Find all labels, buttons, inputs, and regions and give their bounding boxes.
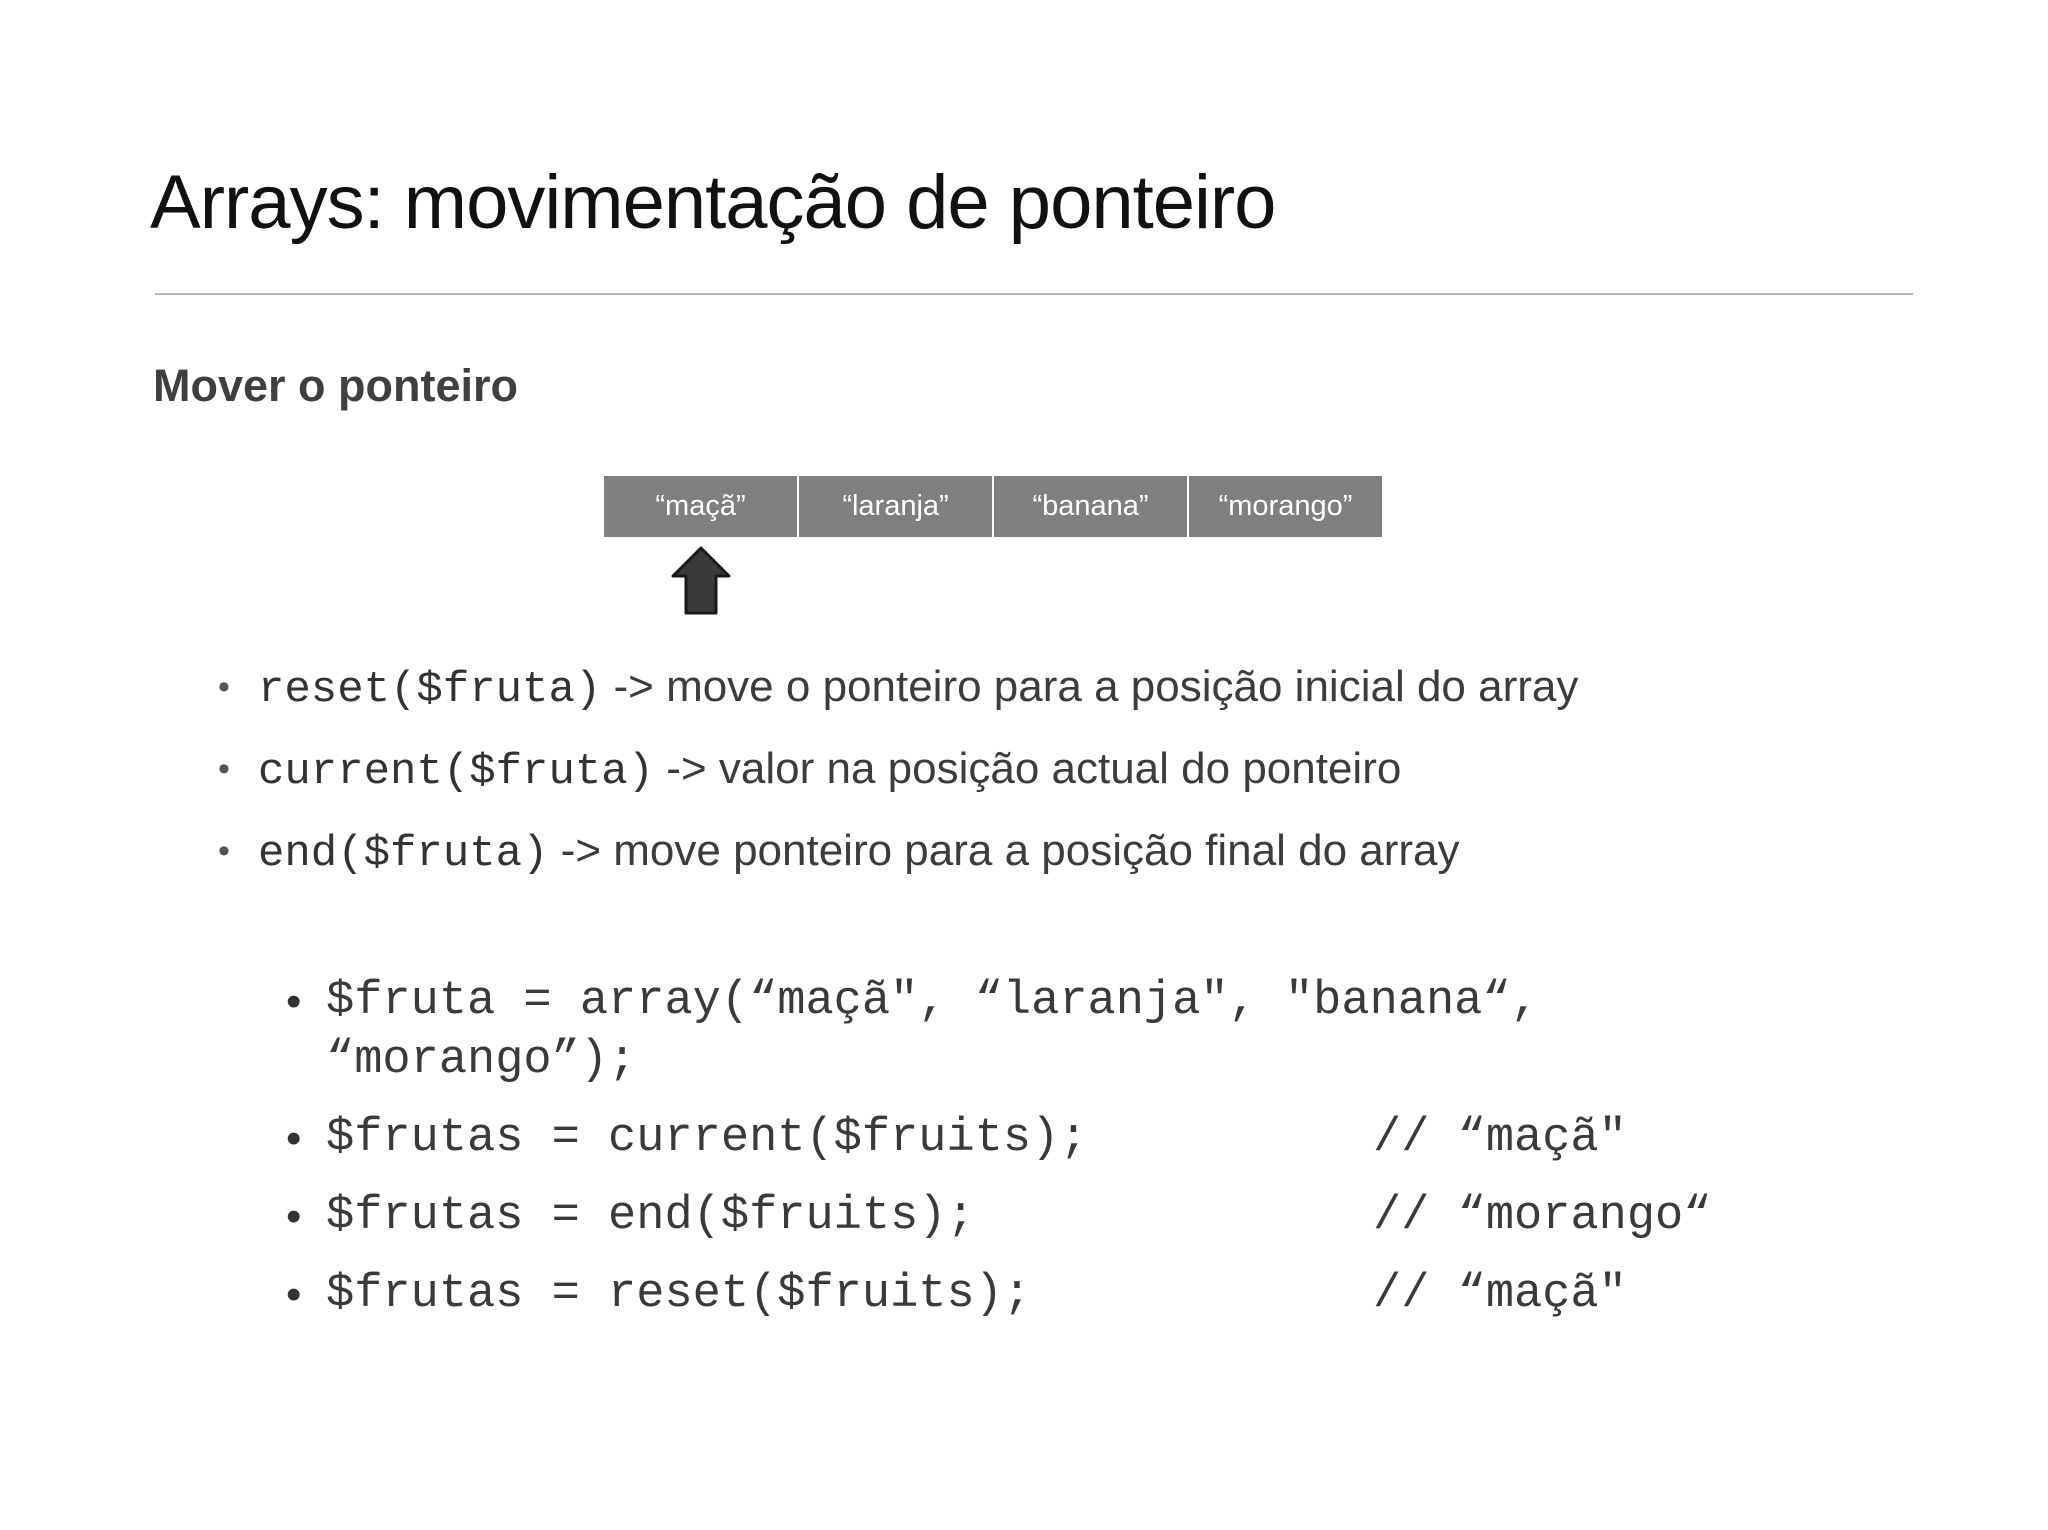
bullet-dot: •: [286, 1270, 302, 1319]
bullet-dot: •: [218, 750, 230, 788]
example-code: $frutas = reset($fruits);: [326, 1268, 1032, 1321]
array-diagram: [604, 476, 1382, 537]
bullet-dot: •: [286, 977, 302, 1026]
example-comment: // “maçã": [1373, 1112, 1627, 1165]
slide-title: Arrays: movimentação de ponteiro: [150, 160, 1276, 245]
function-code: current($fruta): [258, 747, 655, 797]
code-example-array: [286, 972, 1539, 1109]
array-cell-banana: “banana”: [994, 476, 1187, 537]
bullet-dot: •: [218, 832, 230, 870]
example-comment: // “maçã": [1373, 1268, 1627, 1321]
title-divider: [155, 293, 1913, 295]
array-cell-maca: “maçã”: [604, 476, 797, 537]
function-description: -> move o ponteiro para a posição inicial do array: [601, 662, 1579, 711]
function-description: -> move ponteiro para a posição final do array: [548, 826, 1460, 875]
bullet-dot: •: [286, 1192, 302, 1241]
example-code: $fruta = array(“maçã", “laranja", "banana“, “morango”);: [326, 975, 1539, 1087]
code-example-reset: [286, 1265, 1627, 1343]
pointer-arrow-icon: [670, 546, 732, 616]
example-comment: // “morango“: [1373, 1190, 1712, 1243]
example-code: $frutas = end($fruits);: [326, 1190, 975, 1243]
code-example-current: [286, 1109, 1627, 1187]
example-code: $frutas = current($fruits);: [326, 1112, 1088, 1165]
function-description: -> valor na posição actual do ponteiro: [654, 744, 1402, 793]
array-cell-morango: “morango”: [1189, 476, 1382, 537]
bullet-dot: •: [218, 668, 230, 706]
code-example-end: [286, 1187, 1712, 1265]
array-cell-laranja: “laranja”: [799, 476, 992, 537]
code-example-list: [286, 972, 1712, 1343]
function-code: reset($fruta): [258, 665, 602, 715]
section-subtitle: Mover o ponteiro: [153, 360, 519, 411]
function-code: end($fruta): [258, 829, 549, 879]
bullet-dot: •: [286, 1114, 302, 1163]
